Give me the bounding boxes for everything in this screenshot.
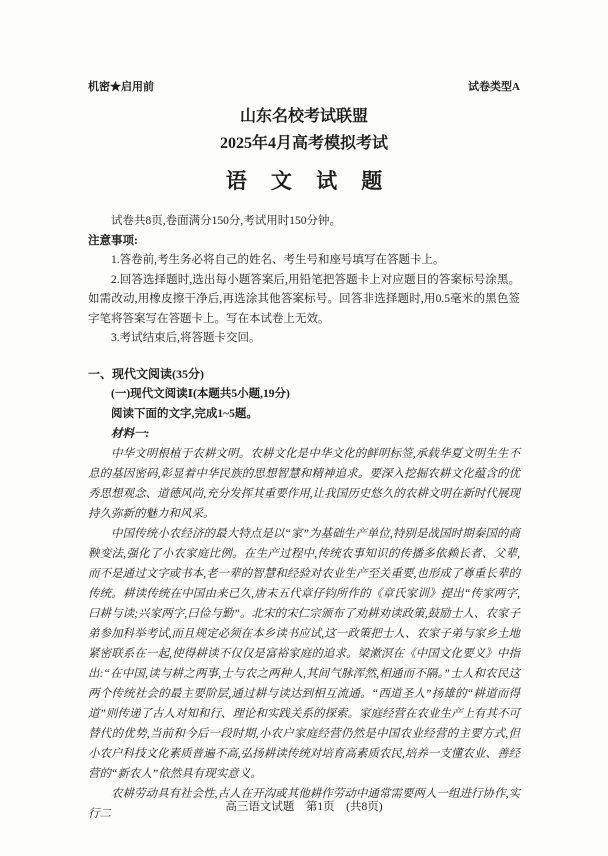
material-one-label: 材料一: xyxy=(111,427,150,440)
notice-item-3: 3.考试结束后,将答题卡交回。 xyxy=(111,332,261,344)
page-meta-row xyxy=(88,78,520,94)
subsection-heading-reading-1: (一)现代文阅读Ⅰ(本题共5小题,19分) xyxy=(111,387,290,400)
section-heading-modern-reading: 一、现代文阅读(35分) xyxy=(88,366,204,381)
page-footer: 高三语文试题 第1页 (共8页) xyxy=(225,801,383,813)
exam-session-title: 2025年4月高考模拟考试 xyxy=(219,135,388,152)
classification-label: 机密★启用前 xyxy=(88,81,154,93)
spacer xyxy=(88,349,520,364)
subject-title: 语 文 试 题 xyxy=(225,169,392,193)
body-paragraph-3: 农耕劳动具有社会性,古人在开沟或其他耕作劳动中通常需要两人一组进行协作,实行二 xyxy=(88,787,520,820)
notice-heading: 注意事项: xyxy=(88,234,138,247)
notice-item-2: 2.回答选择题时,选出每小题答案后,用铅笔把答题卡上对应题目的答案标号涂黑。如需改动,用橡皮擦干净后,再选涂其他答案标号。回答非选择题时,用0.5毫米的黑色签字笔将答案写在答题卡上。写在本试卷上无效。 xyxy=(88,273,520,325)
exam-info-line: 试卷共8页,卷面满分150分,考试用时150分钟。 xyxy=(111,215,341,227)
title-block xyxy=(88,104,520,198)
exam-organization-title: 山东名校考试联盟 xyxy=(239,108,368,125)
body-paragraph-1: 中华文明根植于农耕文明。农耕文化是中华文化的鲜明标签,承载华夏文明生生不息的基因密码,彰显着中华民族的思想智慧和精神追求。要深入挖掘农耕文化蕴含的优秀思想观念、道德风尚,充分发挥其重要作用,让我国历史悠久的农耕文明在新时代展现持久弥新的魅力和风采。 xyxy=(88,447,520,520)
paper-type-label: 试卷类型A xyxy=(468,81,520,93)
notice-item-1: 1.答卷前,考生务必将自己的姓名、考生号和座号填写在答题卡上。 xyxy=(111,254,445,266)
body-paragraph-2: 中国传统小农经济的最大特点是以“家”为基础生产单位,特别是战国时期秦国的商鞅变法,强化了小农家庭比例。在生产过程中,传统农事知识的传播多依赖长者、父辈,而不是通过文字或书本,老一辈的智慧和经验对农业生产至关重要,也形成了尊重长辈的传统。耕读传统在中国由来已久,唐末五代章仔钧所作的《章氏家训》提出“传家两字,曰耕与读;兴家两字,曰俭与勤”。北宋的宋仁宗颁布了劝耕劝读政策,鼓励士人、农家子弟参加科举考试,而且规定必须在本乡读书应试,这一政策把士人、农家子弟与家乡土地紧密联系在一起,使得耕读不仅仅是富裕家庭的追求。梁漱溟在《中国文化要义》中指出:“在中国,读与耕之两事,士与农之两种人,其间气脉浑然,相通而不隔。”士人和农民这两个传统社会的最主要阶层,通过耕与读达到相互流通。“西道圣人”扬雄的“耕道而得道”则传递了古人对知和行、理论和实践关系的探索。家庭经营在农业生产上有其不可替代的优势,当前和今后一段时期,小农户家庭经营仍然是中国农业经营的主要方式,但小农户科技文化素质普遍不高,弘扬耕读传统对培育高素质农民,培养一支懂农业、善经营的“新农人”依然具有现实意义。 xyxy=(88,527,520,780)
reading-instruction: 阅读下面的文字,完成1~5题。 xyxy=(111,407,258,420)
